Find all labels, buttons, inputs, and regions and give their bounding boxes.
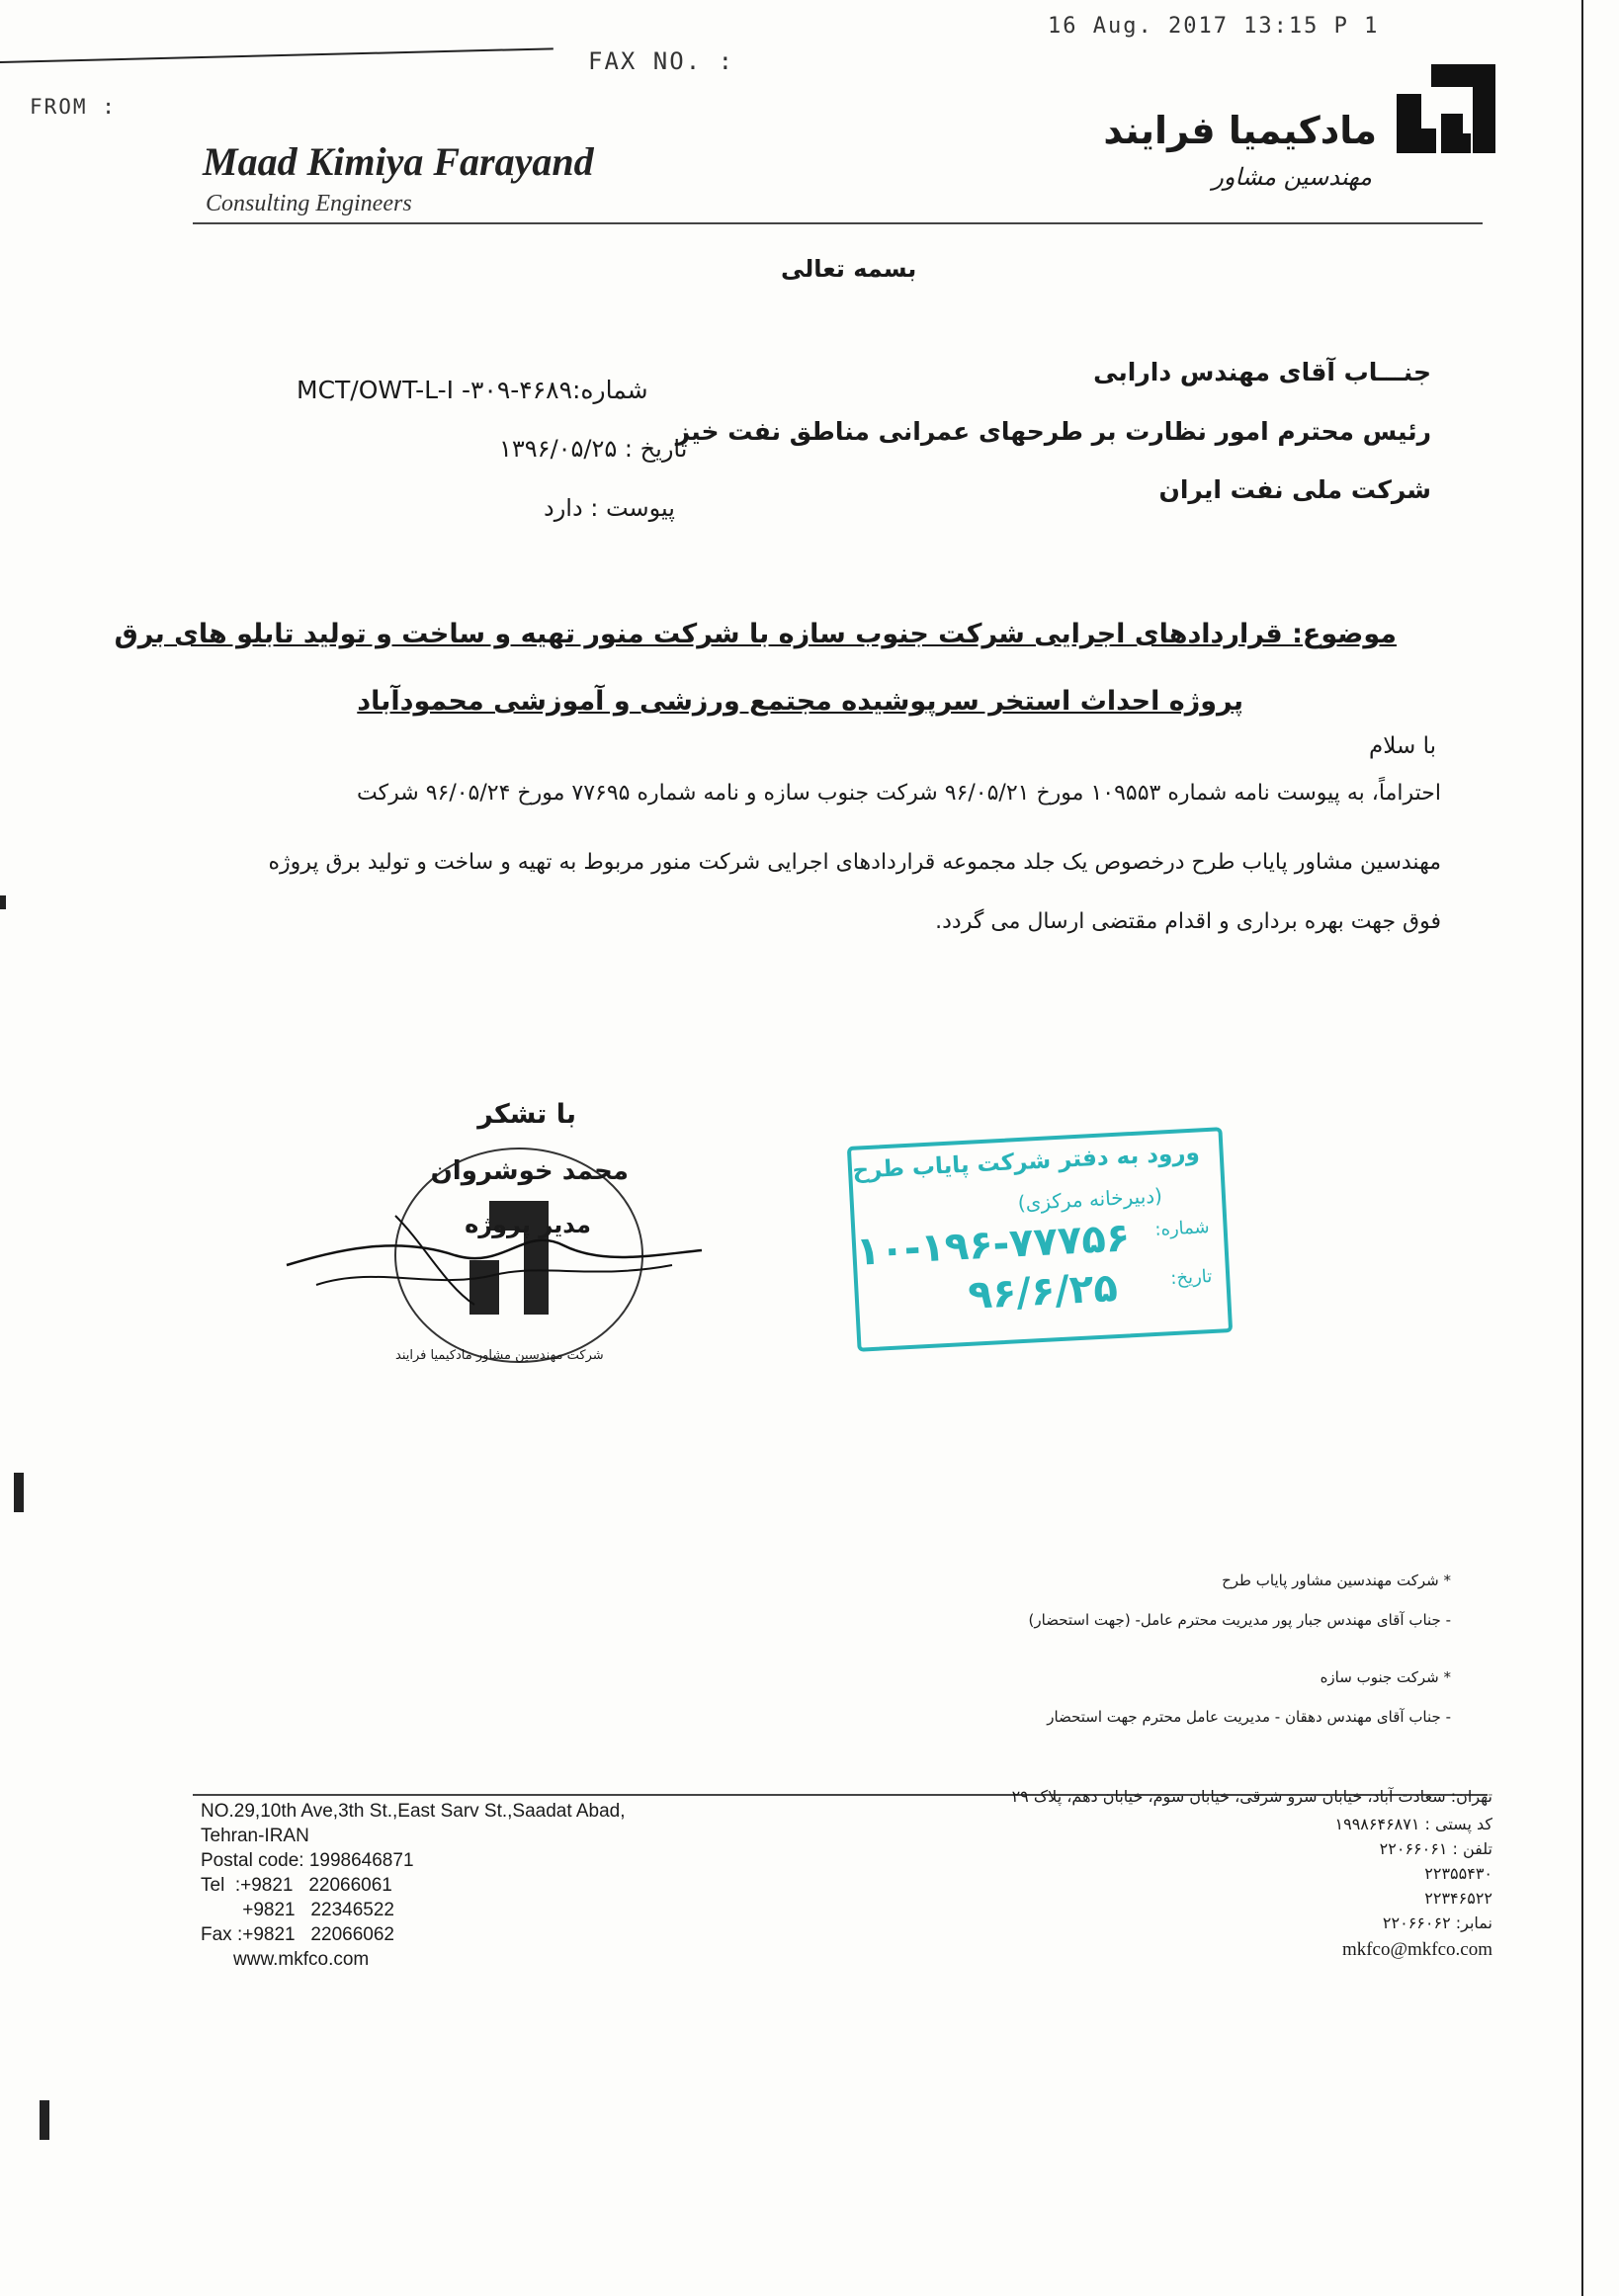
recipient-position: رئیس محترم امور نظارت بر طرحهای عمرانی مناطق نفت خیز bbox=[675, 417, 1431, 446]
stamp-number-label: شماره: bbox=[1153, 1217, 1211, 1240]
footer-email: mkfco@mkfco.com bbox=[1341, 1939, 1492, 1960]
footer-tel-fa-1: تلفن : ۲۲۰۶۶۰۶۱ bbox=[1379, 1839, 1492, 1858]
signer-title: مدیر پروژه bbox=[465, 1211, 591, 1238]
footer-postal-code: Postal code: 1998646871 bbox=[201, 1850, 414, 1871]
scan-mark bbox=[40, 2100, 49, 2140]
footer-fax: Fax :+9821 22066062 bbox=[201, 1924, 394, 1945]
footer-website: www.mkfco.com bbox=[233, 1949, 370, 1970]
company-name-en: Maad Kimiya Farayand bbox=[203, 139, 594, 184]
scan-edge-top bbox=[0, 47, 554, 63]
footer-address-line-2: Tehran-IRAN bbox=[201, 1826, 309, 1846]
footer-address-line-1: NO.29,10th Ave,3th St.,East Sarv St.,Saadat Abad, bbox=[201, 1801, 626, 1822]
stamp-date-label: تاریخ: bbox=[1169, 1265, 1213, 1290]
footer-postal-fa: کد پستی : ۱۹۹۸۶۴۶۸۷۱ bbox=[1334, 1815, 1492, 1833]
footer-tel-1: Tel :+9821 22066061 bbox=[201, 1875, 392, 1896]
bismillah: بسمه تعالی bbox=[781, 255, 917, 283]
fax-datetime: 16 Aug. 2017 13:15 P 1 bbox=[1048, 14, 1380, 39]
cc-item-person: - جناب آقای مهندس جبار پور مدیریت محترم عامل- (جهت استحضار) bbox=[1028, 1611, 1451, 1629]
footer-tel-fa-2: ۲۲۳۵۵۴۳۰ bbox=[1424, 1864, 1492, 1883]
scan-mark bbox=[14, 1473, 24, 1512]
stamp-subtitle: (دبیرخانه مرکزی) bbox=[1017, 1183, 1163, 1216]
company-subtitle-fa: مهندسین مشاور bbox=[1212, 163, 1372, 191]
seal-caption: شرکت مهندسین مشاور مادکیمیا فرایند bbox=[395, 1348, 604, 1363]
subject-line-1: موضوع: قراردادهای اجرایی شرکت جنوب سازه با شرکت منور تهیه و ساخت و تولید تابلو های برق bbox=[114, 619, 1397, 649]
stamp-number: ۱۰-۱۹۶-۷۷۷۵۶ bbox=[854, 1215, 1132, 1275]
recipient-title: جنـــاب آقای مهندس دارابی bbox=[1093, 358, 1431, 386]
salutation: با سلام bbox=[1369, 733, 1436, 759]
receipt-stamp bbox=[847, 1127, 1233, 1352]
footer-tel-2: +9821 22346522 bbox=[201, 1900, 394, 1920]
company-name-fa: مادکیمیا فرایند bbox=[1103, 109, 1377, 152]
stamp-date: ۹۶/۶/۲۵ bbox=[967, 1264, 1119, 1318]
stamp-title: ورود به دفتر شرکت پایاب طرح bbox=[851, 1140, 1201, 1184]
closing-text: با تشکر bbox=[477, 1099, 576, 1130]
body-line-2: مهندسین مشاور پایاب طرح درخصوص یک جلد مجموعه قراردادهای اجرایی شرکت منور مربوط به تهیه و ساخت و تولید برق پروژه bbox=[268, 850, 1441, 875]
fax-number-label: FAX NO. : bbox=[588, 47, 735, 75]
scan-mark bbox=[0, 895, 6, 909]
scan-edge-right bbox=[1581, 0, 1583, 2296]
recipient-organization: شرکت ملی نفت ایران bbox=[1158, 475, 1431, 504]
letter-attachment: پیوست : دارد bbox=[544, 494, 675, 522]
footer-tel-fa-3: ۲۲۳۴۶۵۲۲ bbox=[1424, 1889, 1492, 1908]
cc-item-org: * شرکت مهندسین مشاور پایاب طرح bbox=[1222, 1572, 1451, 1589]
signer-name: محمد خوشروان bbox=[430, 1156, 629, 1186]
fax-from-label: FROM : bbox=[30, 95, 117, 119]
cc-item-person: - جناب آقای مهندس دهقان - مدیریت عامل محترم جهت استحضار bbox=[1047, 1708, 1451, 1726]
cc-item-org: * شرکت جنوب سازه bbox=[1320, 1668, 1451, 1686]
header-divider bbox=[193, 222, 1483, 224]
footer-fax-fa: نمابر: ۲۲۰۶۶۰۶۲ bbox=[1382, 1913, 1492, 1932]
company-logo bbox=[1392, 59, 1500, 168]
letter-number: شماره:۴۶۸۹-MCT/OWT-L-I -۳۰۹ bbox=[297, 376, 648, 404]
company-subtitle-en: Consulting Engineers bbox=[206, 191, 412, 216]
letter-date: تاریخ : ۱۳۹۶/۰۵/۲۵ bbox=[499, 435, 688, 463]
subject-line-2: پروژه احداث استخر سرپوشیده مجتمع ورزشی و آموزشی محمودآباد bbox=[357, 686, 1243, 717]
body-line-1: احتراماً، به پیوست نامه شماره ۱۰۹۵۵۳ مورخ ۹۶/۰۵/۲۱ شرکت جنوب سازه و نامه شماره ۷۷۶۹۵ مورخ ۹۶/۰۵/۲۴ شرکت bbox=[357, 781, 1441, 806]
body-line-3: فوق جهت بهره برداری و اقدام مقتضی ارسال می گردد. bbox=[935, 909, 1441, 934]
footer-address-fa: تهران: سعادت آباد، خیابان سرو شرقی، خیابان سوم، خیابان دهم، پلاک ۲۹ bbox=[1011, 1787, 1492, 1806]
